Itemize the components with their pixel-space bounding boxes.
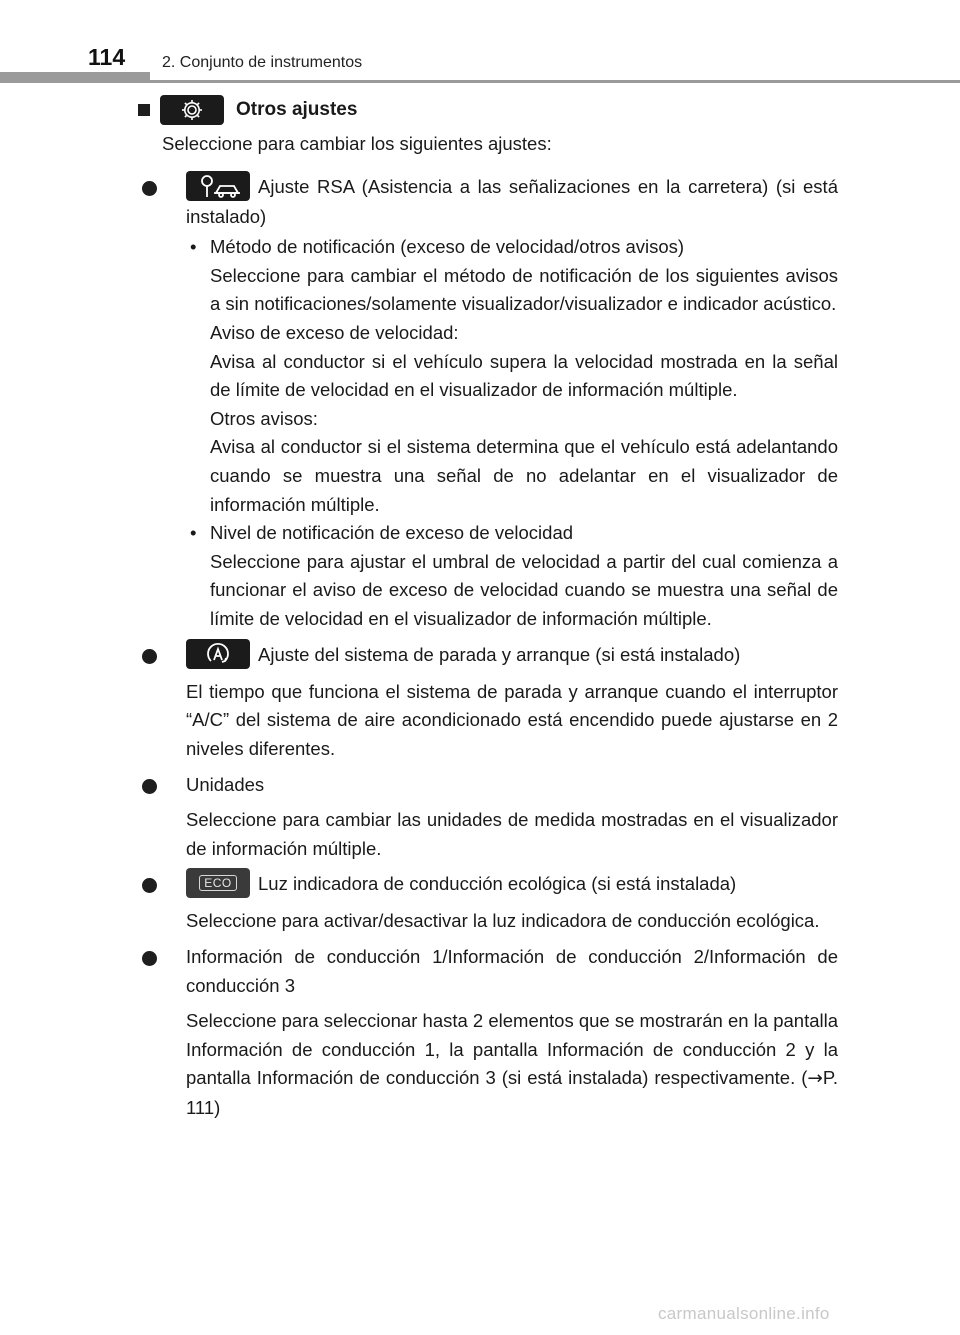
watermark: carmanualsonline.info (658, 1304, 830, 1323)
rsa-sub-notification-method (186, 233, 838, 519)
page-header (0, 0, 960, 92)
gear-icon (160, 95, 224, 125)
rsa-sub1-title: Método de notificación (exceso de velocidad/otros avisos) (210, 236, 685, 258)
rsa-sub1-speed-body: Avisa al conductor si el vehículo supera la velocidad mostrada en la señal de límite de velocidad en el visualizador de información múltiple. (210, 350, 838, 401)
stop-start-title: Ajuste del sistema de parada y arranque (si está instalado) (186, 641, 838, 671)
eco-indicator-icon: ECO (186, 868, 250, 898)
bullet-dot-icon (142, 878, 157, 893)
section-intro: Seleccione para cambiar los siguientes ajustes: (162, 133, 552, 154)
rsa-sub1-other-body: Avisa al conductor si el sistema determina que el vehículo está adelantando cuando se muestra una señal de no adelantar en el visualizador de información múltiple. (210, 436, 838, 515)
sub-bullet-icon: • (190, 236, 197, 258)
eco-body: Seleccione para activar/desactivar la luz indicadora de conducción ecológica. (186, 910, 820, 932)
page-content (138, 94, 838, 1123)
road-sign-car-icon (186, 171, 250, 201)
chapter-title: 2. Conjunto de instrumentos (162, 54, 363, 71)
rsa-sub1-speed-label: Aviso de exceso de velocidad: (210, 322, 459, 344)
rsa-title: Ajuste RSA (Asistencia a las señalizaciones en la carretera) (si está instalado) (186, 173, 838, 232)
units-title: Unidades (186, 773, 265, 795)
rsa-sub-notification-level (186, 519, 838, 633)
eco-item (138, 870, 838, 936)
bullet-dot-icon (142, 951, 157, 966)
page-number: 114 (88, 44, 126, 70)
rsa-sub2-body: Seleccione para ajustar el umbral de velocidad a partir del cual comienza a funcionar el aviso de exceso de velocidad cuando se muestra una señal de límite de velocidad en el visualizador de información múltiple. (210, 550, 838, 630)
driving-info-title: Información de conducción 1/Información de conducción 2/Información de conducción 3 (186, 945, 838, 996)
eco-title: ECO Luz indicadora de conducción ecológica (si está instalada) (186, 870, 838, 900)
rsa-sub1-other-label: Otros avisos: (210, 407, 318, 429)
bullet-dot-icon (142, 181, 157, 196)
stop-start-item (138, 641, 838, 764)
rsa-sub2-title: Nivel de notificación de exceso de velocidad (210, 522, 574, 544)
driving-info-item (138, 943, 838, 1123)
square-bullet-icon (138, 104, 150, 116)
rsa-item (138, 173, 838, 634)
units-item (138, 771, 838, 864)
bullet-dot-icon (142, 649, 157, 664)
driving-info-body: Seleccione para seleccionar hasta 2 elementos que se mostrarán en la pantalla Información de conducción 1, la pantalla Información de conducción 2 y la pantalla Información de conducción 3 (si está instalada) respectivamente. (→P. 111) (186, 1010, 839, 1118)
page-reference-link[interactable]: P. 111) (186, 1067, 838, 1118)
stop-start-icon (186, 639, 250, 669)
sub-bullet-icon: • (190, 522, 197, 544)
bullet-dot-icon (142, 779, 157, 794)
stop-start-body: El tiempo que funciona el sistema de parada y arranque cuando el interruptor “A/C” del sistema de aire acondicionado está encendido puede ajustarse en 2 niveles diferentes. (186, 680, 838, 759)
section-title: Otros ajustes (236, 98, 358, 120)
section-heading (138, 94, 838, 126)
units-body: Seleccione para cambiar las unidades de medida mostradas en el visualizador de información múltiple. (186, 809, 838, 859)
header-rule (0, 80, 960, 83)
rsa-sub1-body: Seleccione para cambiar el método de notificación de los siguientes avisos a sin notificaciones/solamente visualizador/visualizador e indicador acústico. (210, 264, 838, 315)
arrow-icon: → (807, 1068, 823, 1090)
